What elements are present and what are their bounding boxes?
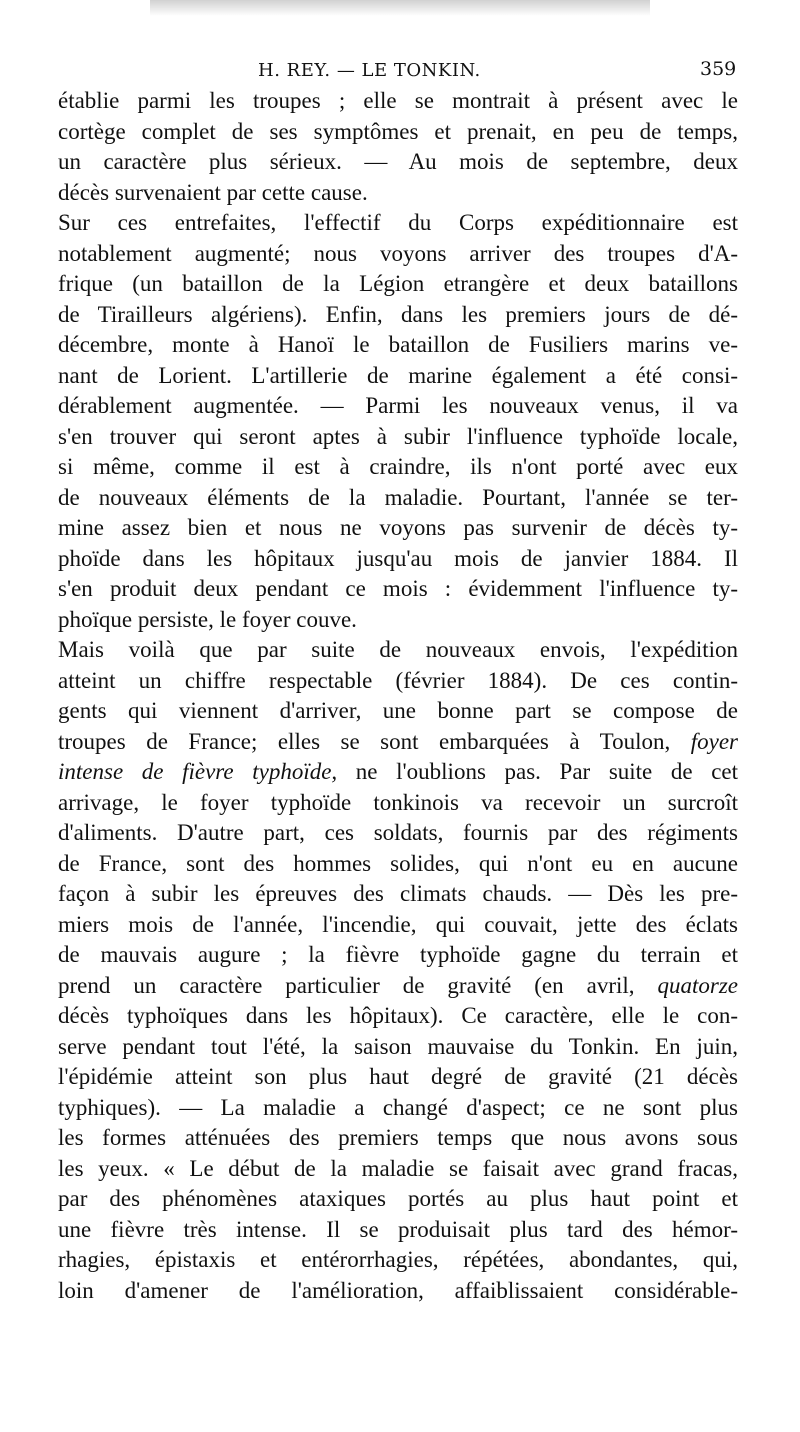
running-title: H. REY. — LE TONKIN.	[258, 60, 481, 81]
text-line: par des phénomènes ataxiques portés au plus haut point et	[58, 1186, 738, 1211]
text-line: s'en produit deux pendant ce mois : évidemment l'influence ty-	[58, 576, 738, 601]
text-line: mine assez bien et nous ne voyons pas survenir de décès ty-	[58, 515, 738, 540]
text-line: de mauvais augure ; la fièvre typhoïde gagne du terrain et	[58, 942, 738, 967]
text-line: s'en trouver qui seront aptes à subir l'influence typhoïde locale,	[58, 423, 738, 449]
text-line: loin d'amener de l'amélioration, affaiblissaient considérable-	[58, 1277, 738, 1303]
italic-segment: intense de fièvre typhoïde,	[58, 759, 338, 784]
text-segment: prend un caractère particulier de gravité (en avril,	[58, 972, 635, 998]
text-line: Mais voilà que par suite de nouveaux envois, l'expédition	[58, 637, 738, 662]
text-line: nant de Lorient. L'artillerie de marine également a été consi-	[58, 362, 738, 388]
text-segment: troupes de France; elles se sont embarquées à Toulon,	[58, 728, 671, 754]
text-line: phoïde dans les hôpitaux jusqu'au mois de janvier 1884. Il	[58, 545, 738, 571]
text-line: de France, sont des hommes solides, qui n'ont eu en aucune	[58, 850, 738, 876]
text-line: miers mois de l'année, l'incendie, qui couvait, jette des éclats	[58, 911, 738, 937]
text-line: serve pendant tout l'été, la saison mauvaise du Tonkin. En juin,	[58, 1033, 738, 1059]
italic-segment: foyer	[690, 728, 738, 754]
text-line: notablement augmenté; nous voyons arriver des troupes d'A-	[58, 240, 738, 266]
text-line: frique (un bataillon de la Légion etrangère et deux bataillons	[58, 271, 738, 296]
text-line: de Tirailleurs algériens). Enfin, dans les premiers jours de dé-	[58, 301, 738, 327]
text-line: les yeux. « Le début de la maladie se faisait avec grand fracas,	[58, 1155, 738, 1181]
text-line: gents qui viennent d'arriver, une bonne part se compose de	[58, 698, 738, 723]
text-line-with-italic	[58, 727, 738, 758]
body-text	[58, 86, 738, 1306]
text-line: typhiques). — La maladie a changé d'aspect; ce ne sont plus	[58, 1094, 738, 1120]
text-line: arrivage, le foyer typhoïde tonkinois va recevoir un surcroît	[58, 789, 738, 815]
text-line-with-italic	[58, 971, 738, 1002]
text-line: décès typhoïques dans les hôpitaux). Ce caractère, elle le con-	[58, 1003, 738, 1028]
text-line: les formes atténuées des premiers temps que nous avons sous	[58, 1125, 738, 1150]
italic-segment: quatorze	[657, 972, 738, 998]
text-line: phoïque persiste, le foyer couve.	[58, 606, 357, 632]
text-line: établie parmi les troupes ; elle se montrait à présent avec le	[58, 88, 738, 113]
text-line: d'aliments. D'autre part, ces soldats, fournis par des régiments	[58, 820, 738, 845]
text-line: décembre, monte à Hanoï le bataillon de Fusiliers marins ve-	[58, 332, 738, 357]
text-line: de nouveaux éléments de la maladie. Pourtant, l'année se ter-	[58, 484, 738, 510]
text-line: décès survenaient par cette cause.	[58, 179, 368, 205]
scan-shadow	[150, 0, 650, 16]
page-number: 359	[700, 58, 737, 80]
text-line: si même, comme il est à craindre, ils n'ont porté avec eux	[58, 454, 738, 479]
text-line: un caractère plus sérieux. — Au mois de septembre, deux	[58, 149, 738, 174]
text-line: façon à subir les épreuves des climats chauds. — Dès les pre-	[58, 881, 738, 906]
text-line-with-italic	[58, 757, 738, 788]
text-segment: ne l'oublions pas. Par suite de cet	[355, 759, 739, 784]
text-line: atteint un chiffre respectable (février 1884). De ces contin-	[58, 667, 738, 693]
text-line: Sur ces entrefaites, l'effectif du Corps expéditionnaire est	[58, 210, 738, 235]
text-line: une fièvre très intense. Il se produisait plus tard des hémor-	[58, 1216, 738, 1242]
text-line: dérablement augmentée. — Parmi les nouveaux venus, il va	[58, 393, 738, 418]
text-line: cortège complet de ses symptômes et prenait, en peu de temps,	[58, 118, 738, 144]
text-line: rhagies, épistaxis et entérorrhagies, répétées, abondantes, qui,	[58, 1247, 738, 1272]
text-line: l'épidémie atteint son plus haut degré de gravité (21 décès	[58, 1064, 738, 1089]
